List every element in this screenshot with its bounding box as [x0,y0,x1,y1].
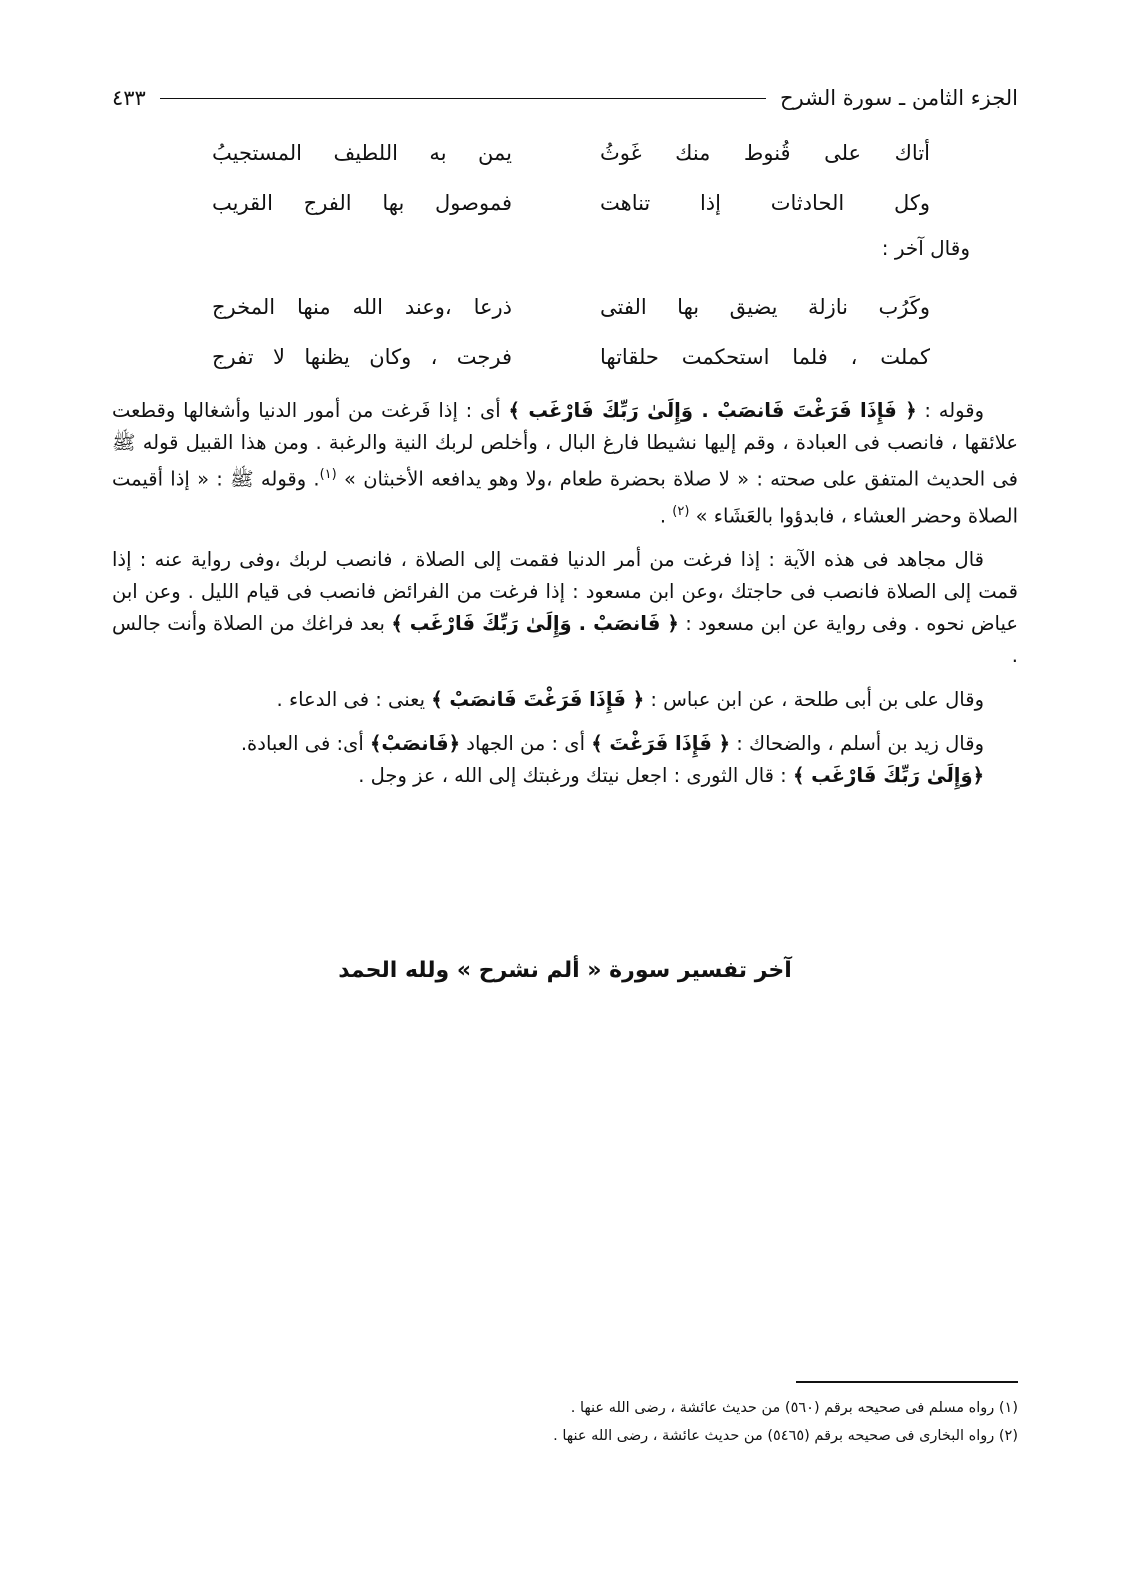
verse-line [112,128,1018,178]
poem-block-2 [112,282,1018,382]
text-run: بعد فراغك من الصلاة وأنت جالس . [112,612,1018,667]
verse-second-hemistich: فموصول بها الفرج القريب [212,191,512,215]
text-run: أى: فى العبادة. [240,732,370,755]
text-run: . وقوله ﷺ : « إذا أقيمت الصلاة وحضر العشاء ، فابدؤوا بالعَشَاء » [112,467,1018,527]
running-header [112,78,1018,118]
text-run: . [659,504,673,527]
text-run: وقوله : [916,399,984,422]
footnote-divider [796,1381,1018,1383]
verse-second-hemistich: ذرعا ،وعند الله منها المخرج [212,295,512,319]
footnote: (٢) رواه البخارى فى صحيحه برقم (٥٤٦٥) من حديث عائشة ، رضى الله عنها . [553,1428,1018,1444]
commentary-body [112,395,1018,792]
verse-second-hemistich: فرجت ، وكان يظنها لا تفرج [212,345,512,369]
verse-line [112,282,1018,332]
verse-first-hemistich: وكل الحادثات إذا تناهت [600,191,930,215]
poem-block-1 [112,128,1018,268]
quran-quote: ﴿فَانصَبْ﴾ [369,732,461,755]
text-run: وقال زيد بن أسلم ، والضحاك : [730,732,984,755]
header-rule [160,98,766,99]
surah-closing-line: آخر تفسير سورة « ألم نشرح » ولله الحمد [338,958,792,983]
quran-quote: ﴿ فَإِذَا فَرَغْتَ ﴾ [591,732,731,755]
text-run: أى : إذا فَرغت من أمور الدنيا وأشغالها وقطعت علائقها ، فانصب فى العبادة ، وقم إليها نشيطا فارغ البال ، وأخلص لربك النية والرغبة . ومن هذا القبيل قوله ﷺ فى الحديث المتفق على صحته : « لا صلاة بحضرة طعام ،ولا وهو يدافعه الأخبثان » [112,399,1019,491]
paragraph [112,760,1018,792]
footnote-ref: (١) [319,467,337,482]
paragraph [112,544,1018,672]
footnotes [112,1394,1018,1450]
text-run: أى : من الجهاد [460,732,592,755]
running-title: الجزء الثامن ـ سورة الشرح [779,86,1018,110]
quran-quote: ﴿ فَإِذَا فَرَغْتَ فَانصَبْ ﴾ [431,688,645,711]
verse-line [112,178,1018,228]
page-number: ٤٣٣ [112,86,146,110]
quran-quote: ﴿ فَإِذَا فَرَغْتَ فَانصَبْ . وَإِلَىٰ رَبِّكَ فَارْغَب ﴾ [508,399,917,422]
text-run: وقال على بن أبى طلحة ، عن ابن عباس : [644,688,984,711]
paragraph [112,684,1018,716]
paragraph [112,395,1018,532]
verse-line [112,332,1018,382]
quran-quote: ﴿وَإِلَىٰ رَبِّكَ فَارْغَب ﴾ [792,764,984,787]
text-run: قال مجاهد فى هذه الآية : إذا فرغت من أمر الدنيا فقمت إلى الصلاة ، فانصب لربك ،وفى رواية عنه : إذا قمت إلى الصلاة فانصب فى حاجتك ،وعن ابن مسعود : إذا فرغت من الفرائض فانصب فى قيام الليل . وعن ابن عياض نحوه . وفى رواية عن ابن مسعود : [112,548,1018,635]
verse-first-hemistich: أتاك على قُنوط منك غَوثُ [600,141,930,165]
poet-intro: وقال آخر : [881,236,970,260]
quran-quote: ﴿ فَانصَبْ . وَإِلَىٰ رَبِّكَ فَارْغَب ﴾ [391,612,679,635]
footnote: (١) رواه مسلم فى صحيحه برقم (٥٦٠) من حديث عائشة ، رضى الله عنها . [570,1400,1018,1416]
footnote-ref: (٢) [672,503,690,519]
verse-second-hemistich: يمن به اللطيف المستجيبُ [212,141,512,165]
text-run: يعنى : فى الدعاء . [276,688,432,711]
text-run: : قال الثورى : اجعل نيتك ورغبتك إلى الله ، عز وجل . [358,764,793,787]
verse-first-hemistich: وكَرُب نازلة يضيق بها الفتى [600,295,930,319]
verse-first-hemistich: كملت ، فلما استحكمت حلقاتها [600,345,930,369]
paragraph [112,728,1018,760]
